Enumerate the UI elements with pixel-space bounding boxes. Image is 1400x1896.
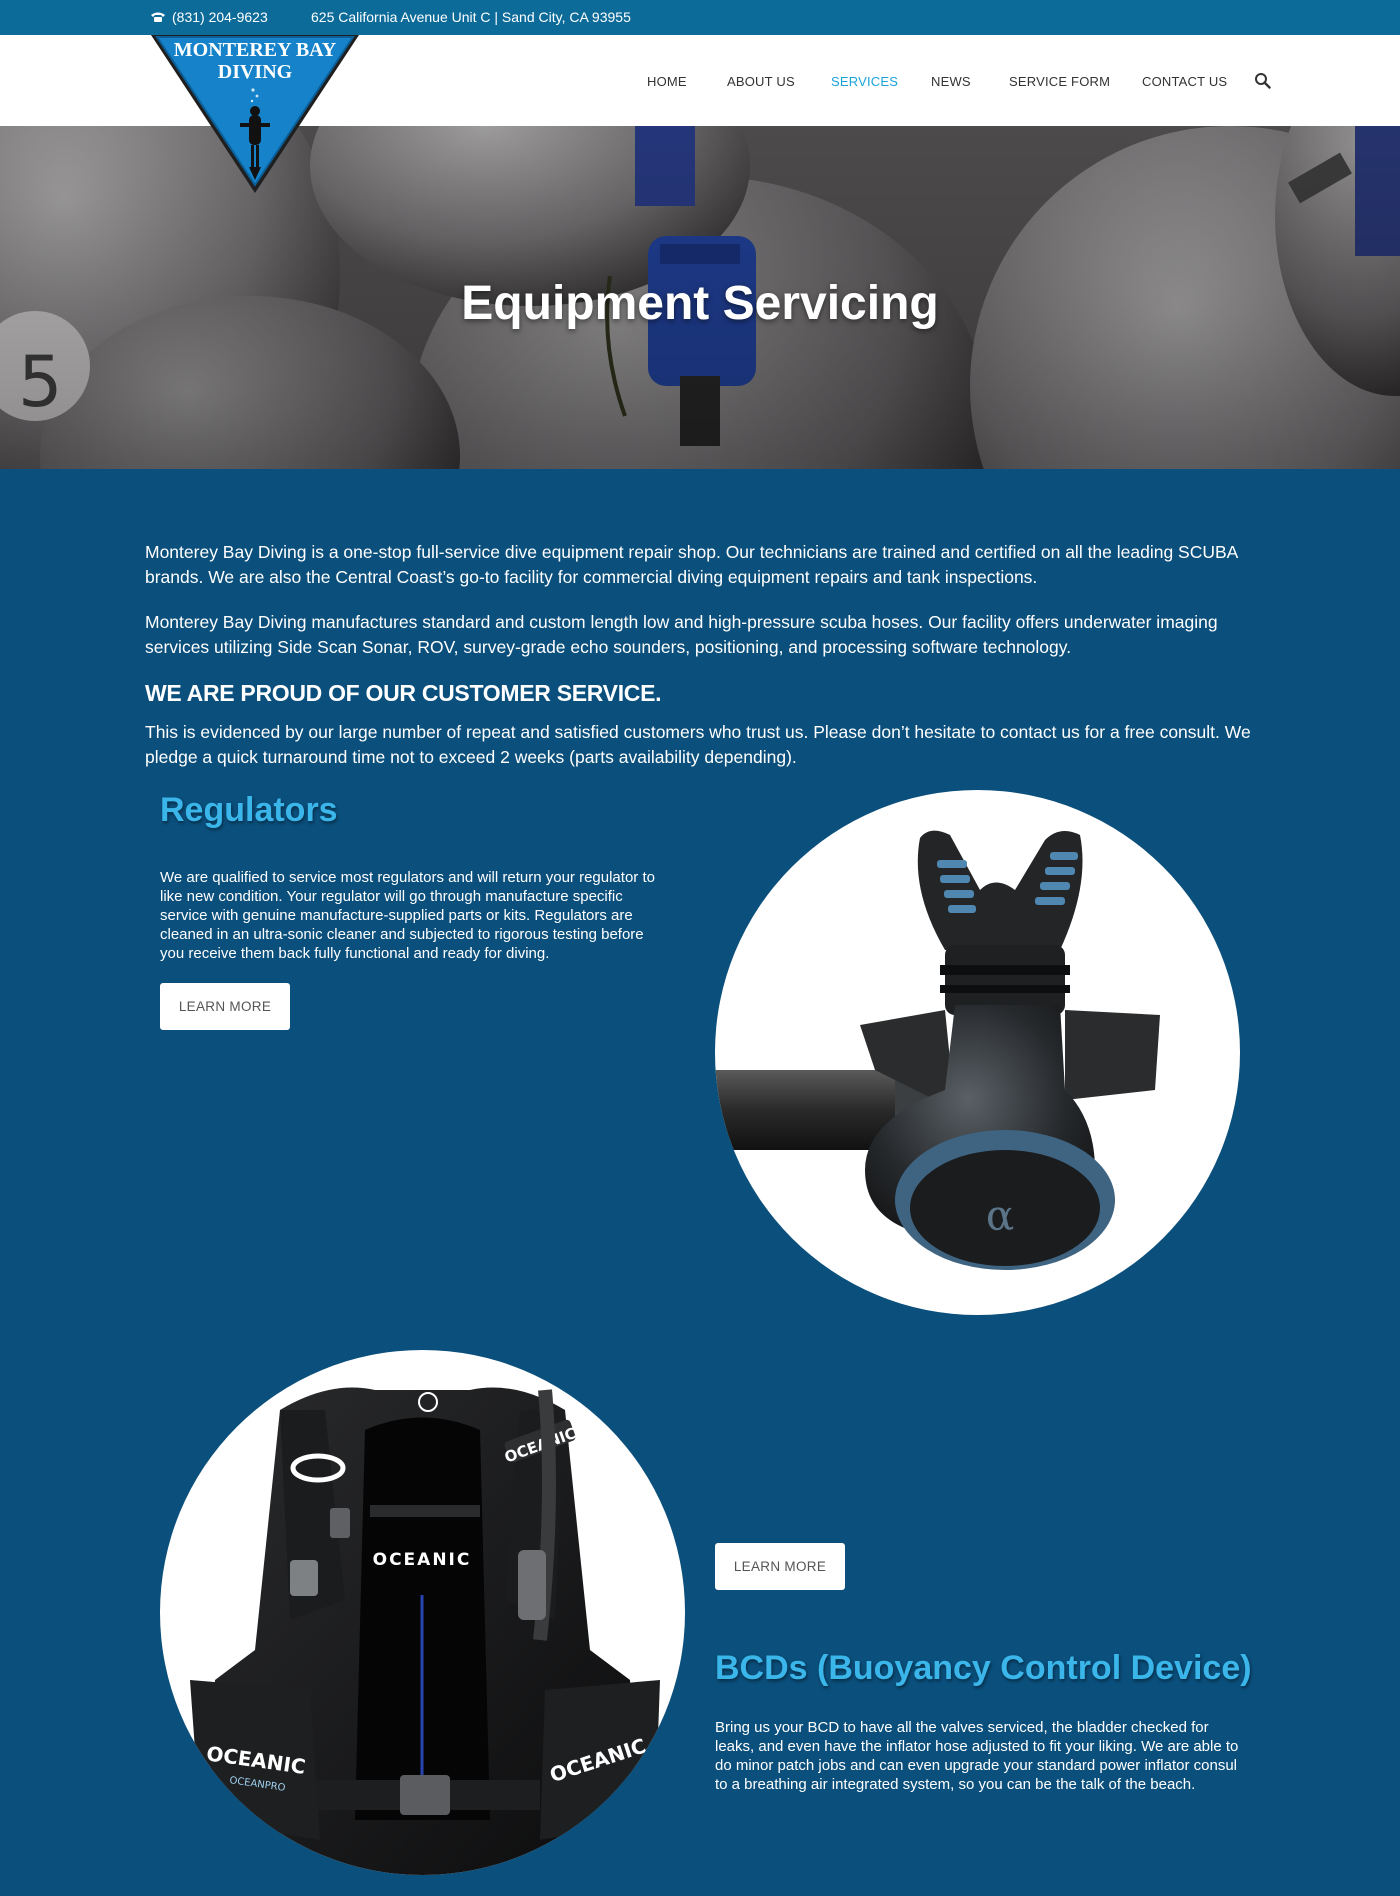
bcds-description: Bring us your BCD to have all the valves serviced, the bladder checked for leaks, and even have the inflator hose adjusted to fit your liking. We are able to do minor patch jobs and can even upgrade your standard power inflator consul to a breathing air integrated system, so you can be the talk of the beach. xyxy=(715,1719,1239,1793)
nav-home[interactable]: HOME xyxy=(647,74,687,89)
bcds-learn-more-button[interactable]: LEARN MORE xyxy=(715,1543,845,1590)
phone-number[interactable]: (831) 204-9623 xyxy=(172,9,268,25)
logo-line1: MONTEREY BAY xyxy=(173,39,337,61)
svg-text:α: α xyxy=(985,1191,1015,1240)
logo-line2: DIVING xyxy=(217,61,293,83)
nav-service-form[interactable]: SERVICE FORM xyxy=(1009,74,1111,89)
main-content xyxy=(0,469,1400,1896)
nav-about-us[interactable]: ABOUT US xyxy=(727,74,795,89)
phone-icon xyxy=(150,11,166,23)
regulator-illustration xyxy=(715,790,1240,1315)
regulators-title: Regulators xyxy=(160,791,338,829)
bcd-illustration xyxy=(160,1350,685,1875)
nav-contact-us[interactable]: CONTACT US xyxy=(1142,74,1228,89)
bcd-model-pocket-left: OCEANPRO xyxy=(228,1775,287,1794)
phone-contact[interactable] xyxy=(150,9,268,25)
bcd-brand-shoulder: OCEANIC xyxy=(502,1424,579,1467)
nav-news[interactable]: NEWS xyxy=(931,74,971,89)
intro-paragraph-1: Monterey Bay Diving is a one-stop full-service dive equipment repair shop. Our technicians are trained and certified on all the leading SCUBA brands. We are also the Central Coast’s go-to facility for commercial diving equipment repairs and tank inspections. xyxy=(145,542,1238,587)
top-contact-bar xyxy=(0,0,1400,35)
bcd-brand-pocket-left: OCEANIC xyxy=(204,1741,308,1779)
page-title: Equipment Servicing xyxy=(461,277,939,330)
bcd-brand-center: OCEANIC xyxy=(372,1550,472,1570)
nav-services[interactable]: SERVICES xyxy=(831,74,899,89)
regulators-learn-more-button[interactable]: LEARN MORE xyxy=(160,983,290,1030)
regulator-image xyxy=(715,790,1240,1315)
bcds-title: BCDs (Buoyancy Control Device) xyxy=(715,1649,1252,1687)
intro-paragraph-2: Monterey Bay Diving manufactures standard and custom length low and high-pressure scuba hoses. Our facility offers underwater imaging services utilizing Side Scan Sonar, ROV, survey-grade echo sounders, positioning, and processing software technology. xyxy=(145,612,1218,657)
regulators-description: We are qualified to service most regulators and will return your regulator to like new condition. Your regulator will go through manufacture specific service with genuine manufacture-supplied parts or kits. Regulators are cleaned in an ultra-sonic cleaner and subjected to rigorous testing before you receive them back fully functional and ready for diving. xyxy=(160,869,655,962)
search-icon[interactable] xyxy=(1254,72,1272,90)
customer-service-heading: WE ARE PROUD OF OUR CUSTOMER SERVICE. xyxy=(145,680,662,706)
bcd-brand-pocket-right: OCEANIC xyxy=(546,1733,649,1788)
site-logo[interactable] xyxy=(149,35,361,195)
bcd-image xyxy=(160,1350,685,1875)
address-text: 625 California Avenue Unit C | Sand City, CA 93955 xyxy=(311,9,631,25)
intro-paragraph-3: This is evidenced by our large number of repeat and satisfied customers who trust us. Please don’t hesitate to contact us for a free consult. We pledge a quick turnaround time not to exceed 2 weeks (parts availability depending). xyxy=(145,722,1251,767)
